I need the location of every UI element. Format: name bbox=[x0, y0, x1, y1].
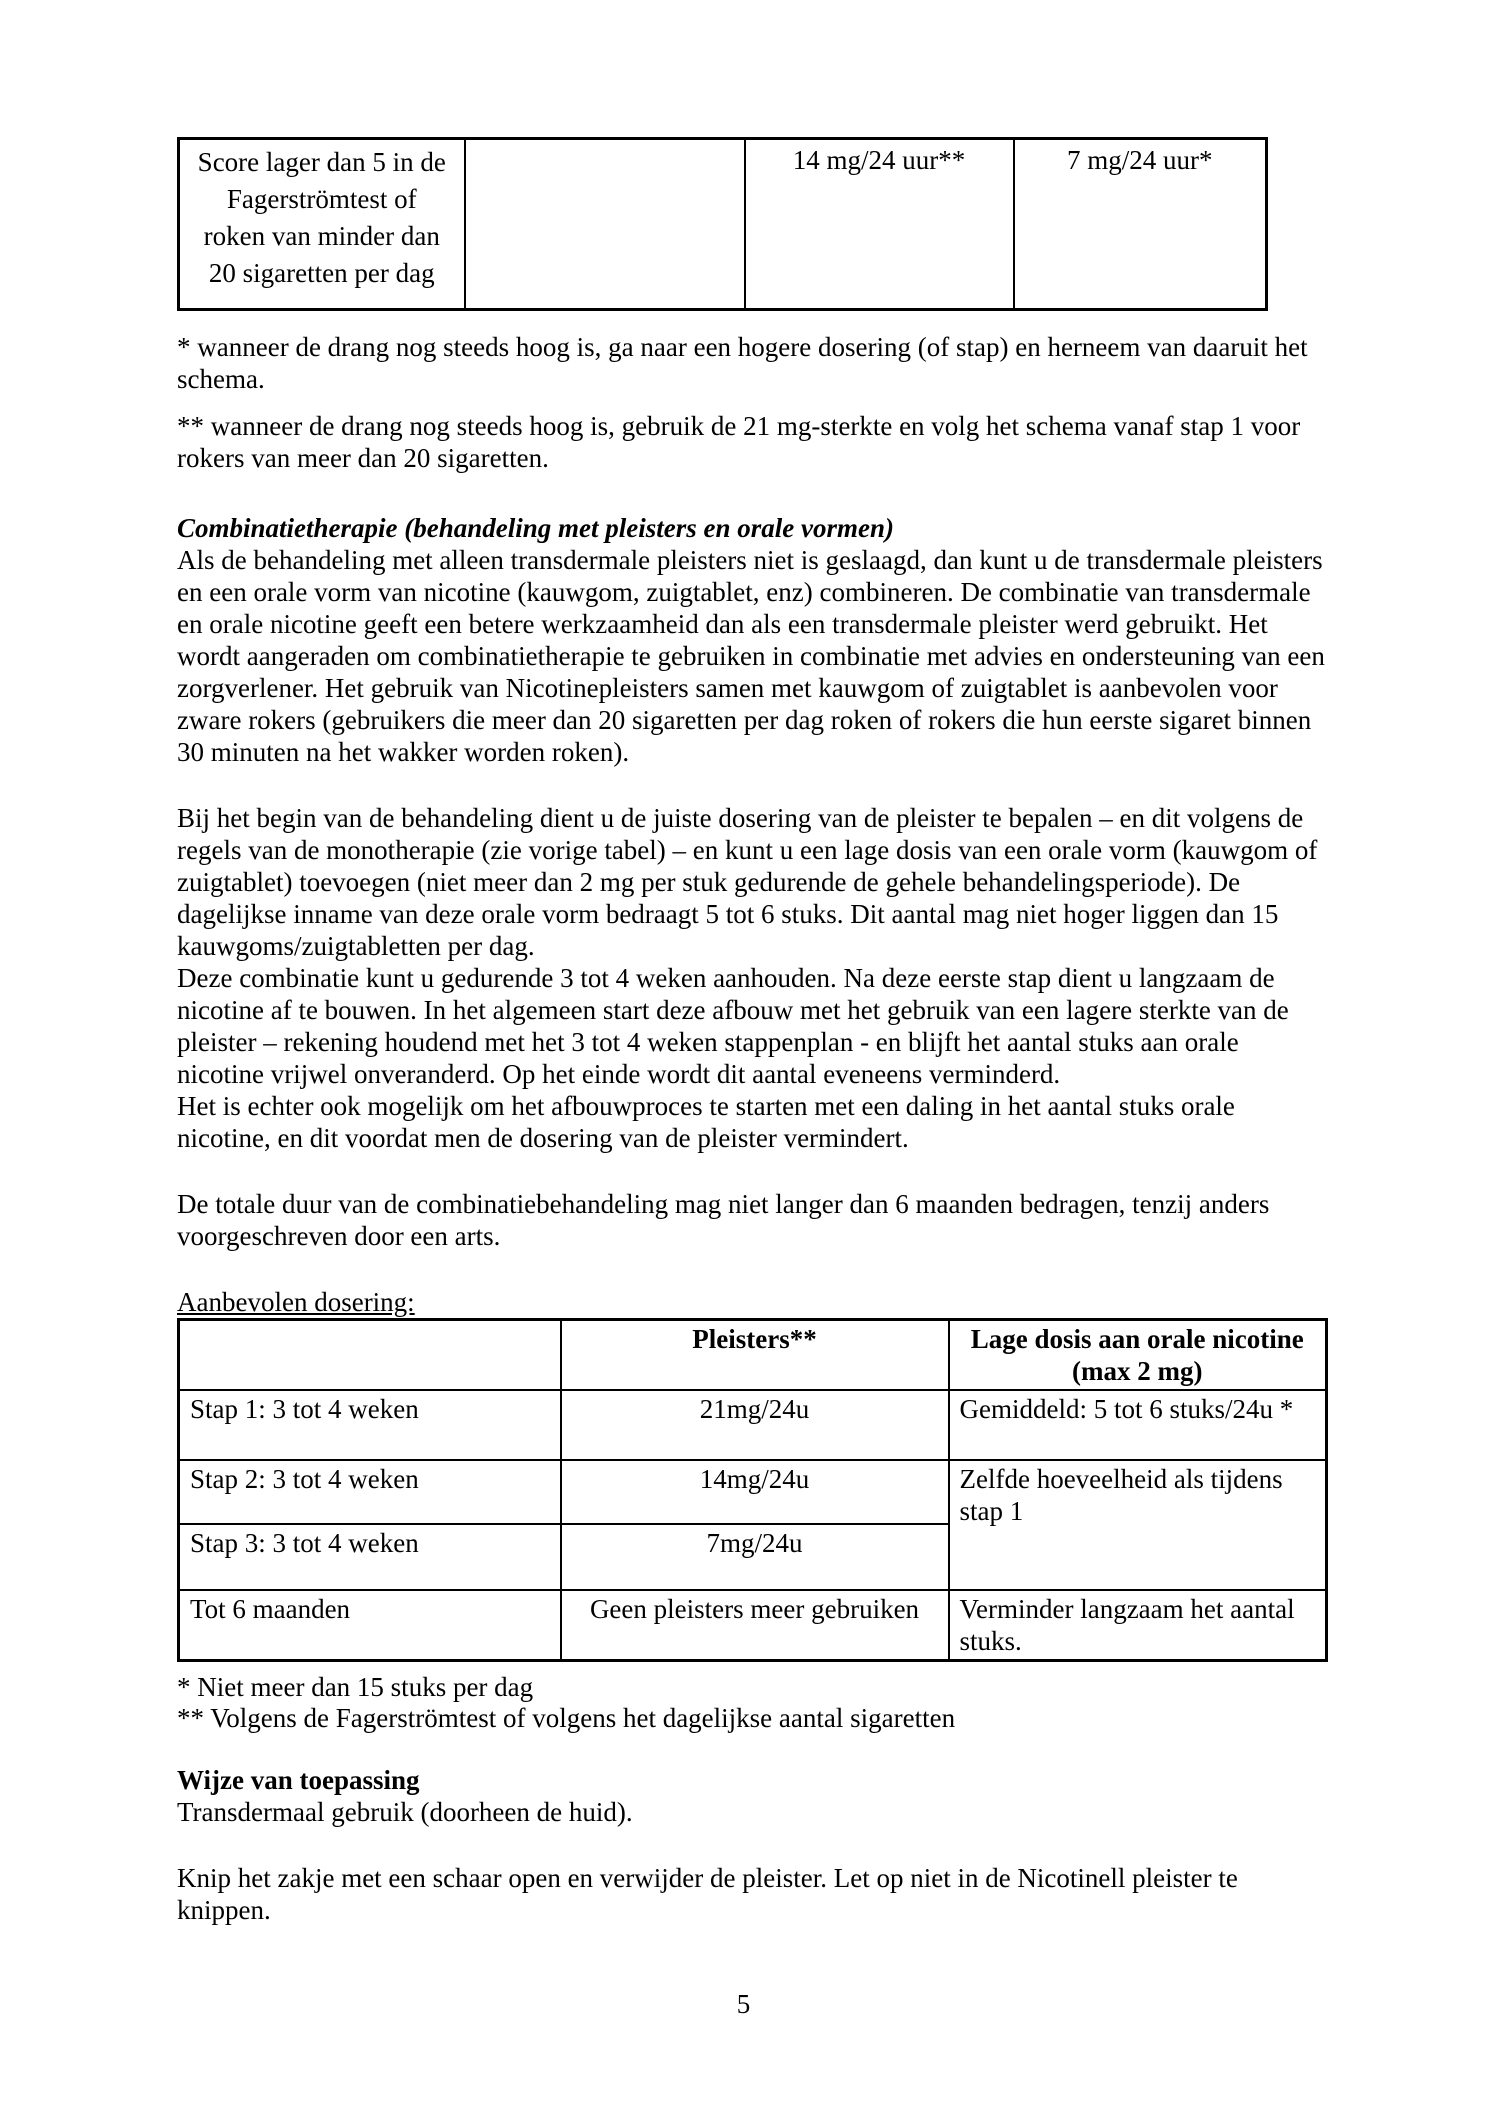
combination-paragraph-1: Als de behandeling met alleen transdermale pleisters niet is geslaagd, dan kunt u de transdermale pleisters en een orale vorm van nicotine (kauwgom, zuigtablet, enz) combineren. De combinatie van transdermale en orale nicotine geeft een betere werkzaamheid dan als een transdermale pleister werd gebruikt. Het wordt aangeraden om combinatietherapie te gebruiken in combinatie met advies en ondersteuning van een zorgverlener. Het gebruik van Nicotinepleisters samen met kauwgom of zuigtablet is aanbevolen voor zware rokers (gebruikers die meer dan 20 sigaretten per dag roken of rokers die hun eerste sigaret binnen 30 minuten na het wakker worden roken). bbox=[177, 545, 1325, 767]
application-paragraph: Knip het zakje met een schaar open en verwijder de pleister. Let op niet in de Nicotinell pleister te knippen. bbox=[177, 1863, 1238, 1925]
cell-smoker-criteria bbox=[179, 139, 465, 310]
page-content bbox=[177, 137, 1325, 1926]
footnote-single-star: * wanneer de drang nog steeds hoog is, ga naar een hogere dosering (of stap) en herneem van daaruit het schema. bbox=[177, 332, 1308, 394]
cell-step1-period: Stap 1: 3 tot 4 weken bbox=[179, 1390, 561, 1460]
strength-selection-table bbox=[177, 137, 1268, 311]
cell-final-oral: Verminder langzaam het aantal stuks. bbox=[949, 1590, 1327, 1661]
cell-line: Fagerströmtest of bbox=[226, 184, 417, 214]
cell-dose-14mg: 14 mg/24 uur** bbox=[745, 139, 1014, 310]
dosing-footnote-single-star: * Niet meer dan 15 stuks per dag bbox=[177, 1672, 534, 1702]
application-route-line: Transdermaal gebruik (doorheen de huid). bbox=[177, 1797, 633, 1827]
page-number: 5 bbox=[736, 1989, 751, 2019]
cell-empty bbox=[465, 139, 745, 310]
table-row-final bbox=[179, 1590, 1327, 1661]
header-cell-patches: Pleisters** bbox=[561, 1320, 949, 1391]
cell-step2-patch: 14mg/24u bbox=[561, 1460, 949, 1524]
recommended-dosing-table bbox=[177, 1318, 1328, 1662]
cell-line: roken van minder dan bbox=[203, 221, 440, 251]
combination-paragraph-2: Bij het begin van de behandeling dient u de juiste dosering van de pleister te bepalen – en dit volgens de regels van de monotherapie (zie vorige tabel) – en kunt u een lage dosis van een orale vorm (kauwgom of zuigtablet) toevoegen (niet meer dan 2 mg per stuk gedurende de gehele behandelingsperiode). De dagelijkse inname van deze orale vorm bedraagt 5 tot 6 stuks. Dit aantal mag niet hoger liggen dan 15 kauwgoms/zuigtabletten per dag. bbox=[177, 803, 1318, 961]
cell-line: Lage dosis aan orale nicotine bbox=[970, 1324, 1304, 1354]
table-row bbox=[179, 139, 1267, 310]
header-cell-period bbox=[179, 1320, 561, 1391]
combination-paragraph-4: Het is echter ook mogelijk om het afbouwproces te starten met een daling in het aantal stuks orale nicotine, en dit voordat men de dosering van de pleister vermindert. bbox=[177, 1091, 1235, 1153]
cell-step3-patch: 7mg/24u bbox=[561, 1524, 949, 1590]
cell-step1-patch: 21mg/24u bbox=[561, 1390, 949, 1460]
combination-paragraph-5: De totale duur van de combinatiebehandeling mag niet langer dan 6 maanden bedragen, tenzij anders voorgeschreven door een arts. bbox=[177, 1189, 1270, 1251]
cell-line: (max 2 mg) bbox=[1072, 1356, 1203, 1386]
recommended-dosing-label: Aanbevolen dosering: bbox=[177, 1287, 415, 1317]
cell-step2-period: Stap 2: 3 tot 4 weken bbox=[179, 1460, 561, 1524]
cell-final-period: Tot 6 maanden bbox=[179, 1590, 561, 1661]
table-header-row bbox=[179, 1320, 1327, 1391]
footnote-double-star: ** wanneer de drang nog steeds hoog is, gebruik de 21 mg-sterkte en volg het schema vanaf stap 1 voor rokers van meer dan 20 sigaretten. bbox=[177, 411, 1301, 473]
cell-final-patch: Geen pleisters meer gebruiken bbox=[561, 1590, 949, 1661]
dosing-footnote-double-star: ** Volgens de Fagerströmtest of volgens het dagelijkse aantal sigaretten bbox=[177, 1703, 956, 1733]
cell-line: 20 sigaretten per dag bbox=[208, 258, 435, 288]
section-heading-combination-therapy: Combinatietherapie (behandeling met pleisters en orale vormen) bbox=[177, 513, 894, 543]
cell-dose-7mg: 7 mg/24 uur* bbox=[1014, 139, 1267, 310]
cell-line: Score lager dan 5 in de bbox=[197, 147, 446, 177]
combination-paragraph-3: Deze combinatie kunt u gedurende 3 tot 4 weken aanhouden. Na deze eerste stap dient u langzaam de nicotine af te bouwen. In het algemeen start deze afbouw met het gebruik van een lagere sterkte van de pleister – rekening houdend met het 3 tot 4 weken stappenplan - en blijft het aantal stuks aan orale nicotine vrijwel onveranderd. Op het einde wordt dit aantal eveneens verminderd. bbox=[177, 963, 1289, 1089]
section-heading-application-method: Wijze van toepassing bbox=[177, 1765, 420, 1795]
cell-step1-oral: Gemiddeld: 5 tot 6 stuks/24u * bbox=[949, 1390, 1327, 1460]
cell-step2-step3-oral: Zelfde hoeveelheid als tijdens stap 1 bbox=[949, 1460, 1327, 1590]
table-row-step2 bbox=[179, 1460, 1327, 1524]
header-cell-oral bbox=[949, 1320, 1327, 1391]
cell-step3-period: Stap 3: 3 tot 4 weken bbox=[179, 1524, 561, 1590]
table-row-step1 bbox=[179, 1390, 1327, 1460]
